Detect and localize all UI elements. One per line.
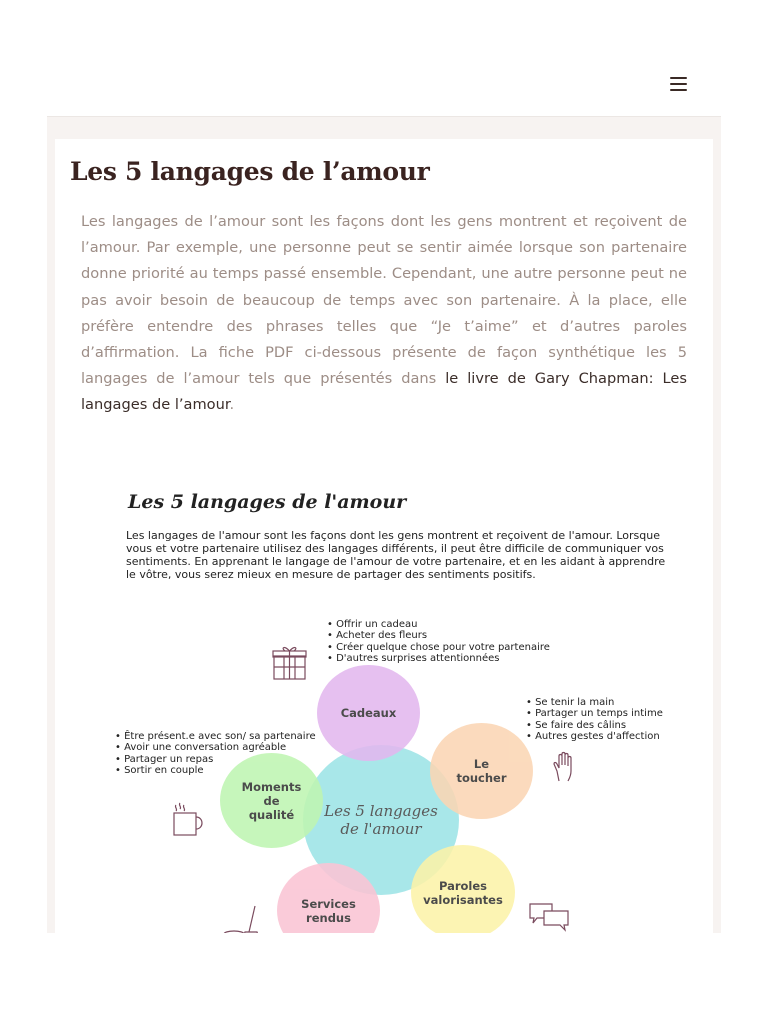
paroles-circle [411,845,515,933]
list-item: • Être présent.e avec son/ sa partenaire [115,731,316,742]
list-item: • Avoir une conversation agréable [115,742,316,753]
coffee-cup-icon [172,801,206,837]
list-item: • Créer quelque chose pour votre partenaire [327,642,550,653]
infographic-description: Les langages de l'amour sont les façons dont les gens montrent et reçoivent de l'amour. Lorsque vous et votre partenaire utilisez des langages différents, il peut être difficile de communiquer vos sentiments. En apprenant le langage de l'amour de votre partenaire, et en les aidant à apprendre le vôtre, vous serez mieux en mesure de partager des sentiments positifs. [126,529,666,581]
cadeaux-label: Cadeaux [340,706,397,720]
list-item: • Se tenir la main [526,697,663,708]
site-header [47,47,721,117]
list-item: • Sortir en couple [115,765,316,776]
cleaning-icon [221,904,265,933]
list-item: • Offrir un cadeau [327,619,550,630]
list-item: • D'autres surprises attentionnées [327,653,550,664]
gift-icon [272,643,308,681]
intro-paragraph [81,209,687,419]
page-title: Les 5 langages de l’amour [70,157,430,186]
list-item: • Partager un repas [115,754,316,765]
toucher-circle [430,723,533,819]
infographic-title: Les 5 langages de l'amour [128,491,407,513]
book-link[interactable]: le livre de Gary Chapman: Les langages de l’amour [81,370,687,414]
intro-end: . [229,396,235,414]
list-item: • Autres gestes d'affection [526,731,663,742]
toucher-label: Le toucher [456,757,507,785]
hand-icon [552,751,578,783]
infographic-image [115,491,685,933]
cadeaux-circle [317,665,420,761]
page [47,47,721,933]
moments-label: Moments de qualité [241,779,302,822]
list-item: • Se faire des câlins [526,720,663,731]
moments-circle [220,753,323,848]
list-item: • Acheter des fleurs [327,630,550,641]
list-item: • Partager un temps intime [526,708,663,719]
services-label: Services rendus [301,896,356,925]
center-label: Les 5 langages de l'amour [324,802,438,838]
paroles-label: Paroles valorisantes [423,878,503,907]
hamburger-menu-icon[interactable] [667,75,691,95]
toucher-list [526,697,663,742]
cadeaux-list [327,619,550,664]
intro-text: Les langages de l’amour sont les façons dont les gens montrent et reçoivent de l’amour. Par exemple, une personne peut se sentir aimée lorsque son partenaire donne priorité au temps passé ensemble. Cependant, une autre personne peut ne pas avoir besoin de beaucoup de temps avec son partenaire. À la place, elle préfère entendre des phrases telles que “Je t’aime” et d’autres paroles d’affirmation. La fiche PDF ci-dessous présente de façon synthétique les 5 langages de l’amour tels que présentés dans [81,213,687,388]
article-card [55,139,713,933]
speech-bubbles-icon [528,902,572,932]
